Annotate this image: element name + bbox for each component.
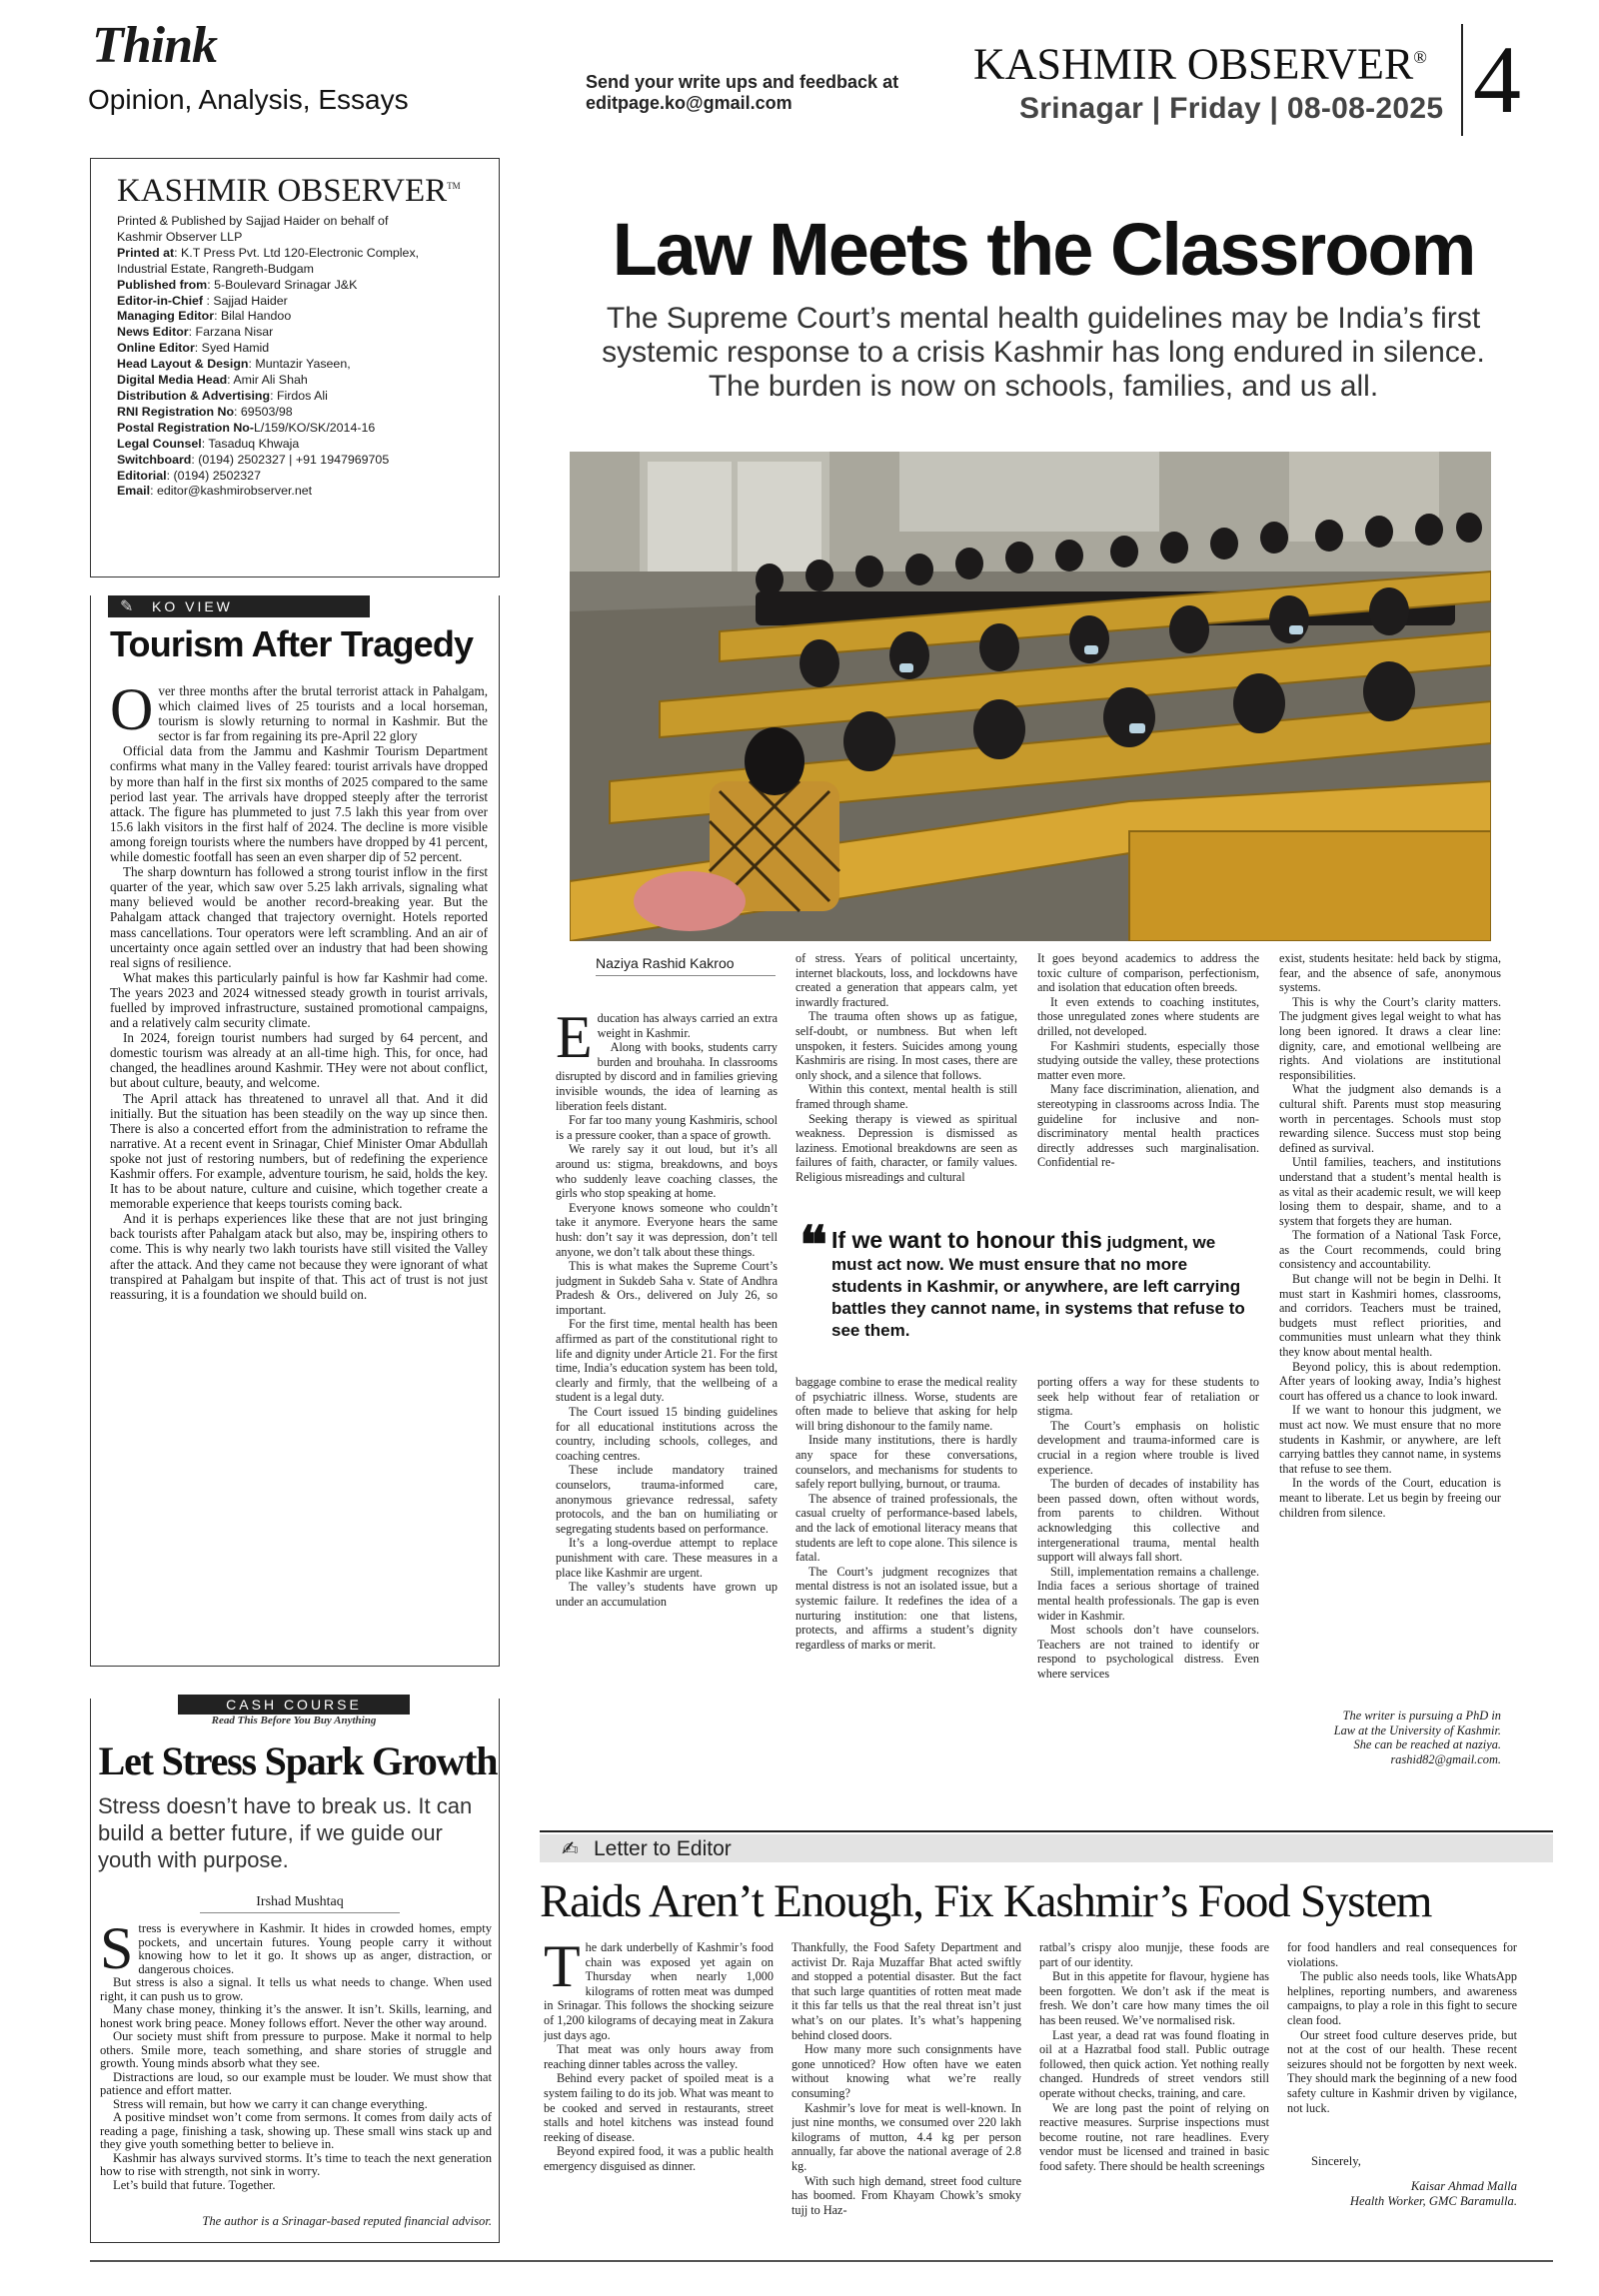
main-column-1 bbox=[556, 1011, 778, 1812]
paragraph: Seeking therapy is viewed as spiritual weakness. Depression is dismissed as laziness. Emotional breakdowns are seen as failures of faith, character, or family values. Religious misreadings and cultural bbox=[796, 1111, 1017, 1184]
paragraph: The sharp downturn has followed a strong tourist inflow in the first quarter of the year, which saw over 5.25 lakh arrivals, signaling what many believed would be another record-breaking year. But the Pahalgam attack changed that trajectory overnight. Hotels reported mass cancellations. Tour operators were left scrambling. And an air of uncertainty once again settled over an industry that had been showing real signs of resilience. bbox=[110, 864, 488, 970]
imprint-line: Managing Editor: Bilal Handoo bbox=[117, 309, 292, 324]
imprint-line: Printed & Published by Sajjad Haider on behalf of bbox=[117, 214, 389, 228]
letter-column-3 bbox=[1039, 1940, 1269, 2240]
paragraph: Beyond policy, this is about redemption. After years of looking away, India’s highest court has offered us a chance to look inward. bbox=[1279, 1359, 1501, 1403]
paragraph: That meat was only hours away from reaching dinner tables across the valley. bbox=[544, 2042, 774, 2071]
classroom-photo-image bbox=[570, 452, 1491, 941]
paragraph: The absence of trained professionals, the casual cruelty of performance-based labels, and the lack of emotional literacy means that students are left to cope alone. This silence is fatal. bbox=[796, 1491, 1017, 1565]
quote-icon: ❝ bbox=[800, 1218, 827, 1275]
paragraph: A positive mindset won’t come from sermons. It comes from daily acts of reading a page, finishing a task, showing up. These small wins stack up and they give youth something better to believe in. bbox=[100, 2110, 492, 2151]
paragraph: Our street food culture deserves pride, but not at the cost of our health. These recent seizures should not be forgotten by next week. They should mark the beginning of a new food safety culture in Kashmir driven by vigilance, not luck. bbox=[1287, 2027, 1517, 2115]
imprint-box bbox=[90, 158, 500, 577]
paragraph: But stress is also a signal. It tells us what needs to change. When used right, it can push us to grow. bbox=[100, 1975, 492, 2003]
imprint-line: Editorial: (0194) 2502327 bbox=[117, 468, 261, 483]
imprint-line: Postal Registration No-L/159/KO/SK/2014-16 bbox=[117, 420, 376, 435]
paragraph: Within this context, mental health is still framed through shame. bbox=[796, 1082, 1017, 1111]
main-column-2b bbox=[796, 1375, 1017, 1814]
paragraph: In the words of the Court, education is meant to liberate. Let us begin by freeing our children from silence. bbox=[1279, 1476, 1501, 1520]
pull-quote-rest: judgment, we must act now. We must ensure that no more students in Kashmir, or anywhere, are left carrying battles they cannot name, in systems that refuse to see them. bbox=[831, 1233, 1245, 1340]
letter-label: Letter to Editor bbox=[594, 1837, 732, 1860]
letter-column-2 bbox=[792, 1940, 1021, 2240]
paragraph: Stress will remain, but how we carry it can change everything. bbox=[113, 2096, 428, 2111]
paragraph: We rarely say it out loud, but it’s all around us: stigma, breakdowns, and boys who suddenly leave coaching classes, the girls who stop speaking at home. bbox=[556, 1142, 778, 1201]
paragraph: Official data from the Jammu and Kashmir Tourism Department confirms what many in the Valley feared: tourist arrivals have dropped by more than half in the first six months of 2025 compared to the same period last year. The arrivals have dropped steeply after the terrorist attack. The figure has plummeted to just 7.5 lakh this year from over 15.6 lakh visitors in the first half of 2024. The decline is more visible among foreign tourists where the numbers have dropped by 41 percent, while domestic footfall has seen an even sharper dip of 52 percent. bbox=[110, 743, 488, 865]
paragraph: Our society must shift from pressure to purpose. Make it normal to help others. Smile more, teach something, and share stories of struggle and growth. Young minds absorb what they see. bbox=[100, 2029, 492, 2070]
main-deck: The Supreme Court’s mental health guidelines may be India’s first systemic response to a crisis Kashmir has long endured in silence. The burden is now on schools, families, and us all. bbox=[602, 302, 1485, 403]
paragraph: It’s a long-overdue attempt to replace punishment with care. These measures in a place like Kashmir are urgent. bbox=[556, 1536, 778, 1580]
cash-course-label: CASH COURSE bbox=[178, 1695, 410, 1715]
paragraph: This is what makes the Supreme Court’s judgment in Sukdeb Saha v. State of Andhra Pradesh & Ors., delivered on July 26, so important. bbox=[556, 1259, 778, 1317]
paragraph: baggage combine to erase the medical reality of psychiatric illness. Worse, students are often made to believe that asking for help will bring dishonour to the family name. bbox=[796, 1375, 1017, 1433]
paragraph: Behind every packet of spoiled meat is a system failing to do its job. What was meant to be cooked and served in restaurants, street stalls and hotel kitchens was instead found reeking of disease. bbox=[544, 2071, 774, 2144]
paragraph: The public also needs tools, like WhatsApp helplines, reporting numbers, and awareness campaigns, to play a role in this fight to secure clean food. bbox=[1287, 1969, 1517, 2027]
letter-signature bbox=[1287, 2154, 1517, 2209]
imprint-line: Distribution & Advertising: Firdos Ali bbox=[117, 388, 328, 403]
imprint-line: RNI Registration No: 69503/98 bbox=[117, 404, 293, 419]
paragraph: Distractions are loud, so our example must be louder. We must show that patience and effort matter. bbox=[100, 2069, 492, 2097]
pull-quote-lead: If we want to honour this bbox=[831, 1227, 1102, 1253]
paragraph: The April attack has threatened to unravel all that. And it did initially. But the situation has been steadily on the way up since then. There is also a concerted effort from the administration to reframe the narrative. At a recent event in Srinagar, Chief Minister Omar Abdullah spoke not just of restoring numbers, but of redefining the experience Kashmir offers. For example, adventure tourism, he said, holds the key. It has to be about nature, culture and cuisine, which together create a memorable experience that keeps tourists coming back. bbox=[110, 1090, 488, 1212]
imprint-line: News Editor: Farzana Nisar bbox=[117, 325, 274, 340]
cash-course-byline: Irshad Mushtaq bbox=[200, 1894, 400, 1913]
section-subtitle: Opinion, Analysis, Essays bbox=[88, 84, 409, 115]
letter-column-1 bbox=[544, 1940, 774, 2240]
cash-course-title: Let Stress Spark Growth bbox=[98, 1738, 498, 1783]
masthead-text: KASHMIR OBSERVER bbox=[973, 39, 1414, 89]
paragraph: The formation of a National Task Force, as the Court recommends, could bring consistency and accountability. bbox=[1279, 1228, 1501, 1272]
registered-mark: ® bbox=[1413, 47, 1427, 67]
main-column-3 bbox=[1037, 951, 1259, 1221]
pen-icon: ✍ bbox=[562, 1838, 579, 1860]
imprint-line: Email: editor@kashmirobserver.net bbox=[117, 484, 313, 499]
byline-underline bbox=[596, 975, 776, 976]
paragraph: The Court issued 15 binding guidelines for all educational institutions across the country, including schools, colleges, and coaching centres. bbox=[556, 1405, 778, 1463]
paragraph: Along with books, students carry burden and brouhaha. In classrooms disrupted by discord and in families grieving invisible wounds, the idea of learning as liberation feels distant. bbox=[556, 1040, 778, 1113]
main-column-3b bbox=[1037, 1375, 1259, 1814]
paragraph: Last year, a dead rat was found floating in oil at a Hazratbal food stall. Public outrage followed, then quick action. Yet nothing really changed. Hundreds of street vendors still operate without checks, training, and care. bbox=[1039, 2027, 1269, 2100]
paragraph: Many face discrimination, alienation, and stereotyping in classrooms across India. The guideline for inclusive and non-discriminatory mental health practices directly addresses such marginalisation. Confidential re- bbox=[1037, 1082, 1259, 1170]
paragraph: It even extends to coaching institutes, those unregulated zones where students are drilled, not developed. bbox=[1037, 994, 1259, 1038]
pen-icon: ✎ bbox=[120, 598, 137, 615]
paragraph: For far too many young Kashmiris, school is a pressure cooker, than a space of growth. bbox=[556, 1113, 778, 1142]
paragraph: These include mandatory trained counselors, trauma-informed care, anonymous grievance redressal, safety protocols, and the ban on humiliating or segregating students based on performance. bbox=[556, 1463, 778, 1536]
paragraph: The trauma often shows up as fatigue, self-doubt, or numbness. But when left unspoken, it festers. Suicides among young Kashmiris are rising. In most cases, there are only shock, and a silence that follows. bbox=[796, 1009, 1017, 1082]
cash-course-author-note: The author is a Srinagar-based reputed financial advisor. bbox=[202, 2214, 492, 2228]
main-byline: Naziya Rashid Kakroo bbox=[596, 955, 735, 971]
imprint-line: Online Editor: Syed Hamid bbox=[117, 341, 270, 356]
imprint-line: Printed at: K.T Press Pvt. Ltd 120-Electronic Complex, bbox=[117, 245, 420, 260]
paragraph: In 2024, foreign tourist numbers had surged by 64 percent, and domestic tourism was already at an all-time high. This, for once, had changed, the headlines around Kashmir. THey were not about conflict, but about culture, beauty, and welcome. bbox=[110, 1030, 488, 1091]
paragraph: of stress. Years of political uncertainty, internet blackouts, loss, and lockdowns have created a generation that appears calm, yet inwardly fractured. bbox=[796, 951, 1017, 1009]
paragraph: And it is perhaps experiences like these that are not just bringing back tourists after Pahalgam atack but also, may be, inspiring others to come. This is why nearly two lakh tourists have still visited the Valley after the attack. And they came not because they were ignorant of what transpired at Pahalgam but inspite of that. This act of trust is not just reassuring, it is a foundation we should build on. bbox=[110, 1211, 488, 1302]
paragraph: ratbal’s crispy aloo munjje, these foods are part of our identity. bbox=[1039, 1940, 1269, 1969]
paragraph: Inside many institutions, there is hardly any space for these conversations, counselors, and mechanisms for students to safely report bullying, burnout, or trauma. bbox=[796, 1433, 1017, 1492]
main-author-note: The writer is pursuing a PhD in Law at the University of Kashmir. She can be reached at naziya. rashid82@gmail.com. bbox=[1333, 1709, 1501, 1766]
section-title: Think bbox=[92, 17, 218, 74]
paragraph: But change will not be begin in Delhi. It must start in Kashmiri homes, classrooms, and corridors. Teachers must be trained, budgets must reflect priorities, and communities must unlearn what they think they know about mental health. bbox=[1279, 1272, 1501, 1360]
paragraph: Let’s build that future. Together. bbox=[113, 2177, 276, 2192]
cash-course-deck: Stress doesn’t have to break us. It can build a better future, if we guide our youth with purpose. bbox=[98, 1793, 473, 1872]
paragraph: With such high demand, street food culture has boomed. From Khayam Chowk’s smoky tujj to Haz- bbox=[792, 2173, 1021, 2217]
paragraph: The Court’s judgment recognizes that mental distress is not an isolated issue, but a systemic failure. It redefines the idea of a nurturing institution: one that listens, protects, and affirms a student’s dignity regardless of marks or merit. bbox=[796, 1564, 1017, 1652]
page-number: 4 bbox=[1473, 26, 1521, 133]
letter-title: Raids Aren’t Enough, Fix Kashmir’s Food System bbox=[540, 1875, 1432, 1927]
imprint-logo: KASHMIR OBSERVER™ bbox=[117, 173, 461, 209]
imprint-line: Editor-in-Chief : Sajjad Haider bbox=[117, 293, 288, 308]
letter-signer: Kaisar Ahmad Malla bbox=[1410, 2179, 1517, 2193]
submission-note bbox=[586, 72, 898, 114]
imprint-line: Head Layout & Design: Muntazir Yaseen, bbox=[117, 357, 351, 372]
letter-top-rule bbox=[540, 1830, 1553, 1832]
letter-closing: Sincerely, bbox=[1311, 2154, 1361, 2168]
paragraph: How many more such consignments have gone unnoticed? How often have we eaten without knowing what we’re really consuming? bbox=[792, 2042, 1021, 2100]
ko-view-body bbox=[110, 683, 488, 1657]
imprint-line: Digital Media Head: Amir Ali Shah bbox=[117, 373, 308, 388]
cash-course-tagline: Read This Before You Buy Anything bbox=[211, 1715, 377, 1726]
imprint-line: Switchboard: (0194) 2502327 | +91 1947969705 bbox=[117, 452, 390, 467]
cash-course-body bbox=[100, 1922, 492, 2206]
main-column-4 bbox=[1279, 951, 1501, 1705]
paragraph: The burden of decades of instability has been passed down, often without words, from parents to children. Without acknowledging this collective and intergenerational trauma, mental health support will always fall short. bbox=[1037, 1477, 1259, 1565]
paragraph: What the judgment also demands is a cultural shift. Parents must stop measuring worth in percentages. Schools must stop rewarding silence. Success must stop being defined as survival. bbox=[1279, 1082, 1501, 1155]
paragraph: exist, students hesitate: held back by stigma, fear, and the absence of safe, anonymous systems. bbox=[1279, 951, 1501, 995]
paragraph: Beyond expired food, it was a public health emergency disguised as dinner. bbox=[544, 2144, 774, 2173]
paragraph: for food handlers and real consequences for violations. bbox=[1287, 1940, 1517, 1969]
paragraph: But in this appetite for flavour, hygiene has been forgotten. We don’t ask if the meat is fresh. We don’t care how many times the oil has been reused. We’ve normalised risk. bbox=[1039, 1969, 1269, 2027]
paragraph: Kashmir has always survived storms. It’s time to teach the next generation how to rise with strength, not sink in worry. bbox=[100, 2150, 492, 2178]
paragraph: The Court’s emphasis on holistic development and trauma-informed care is crucial in a region where trouble is lived experience. bbox=[1037, 1418, 1259, 1477]
letter-label-bar bbox=[540, 1834, 1553, 1862]
paragraph: We are long past the point of relying on reactive measures. Surprise inspections must become routine, not rare headlines. Every vendor must be licensed and trained in basic food safety. There should be health screenings bbox=[1039, 2100, 1269, 2173]
header-divider bbox=[1461, 24, 1463, 136]
imprint-line: Kashmir Observer LLP bbox=[117, 229, 243, 244]
masthead bbox=[973, 34, 1427, 88]
page-bottom-rule bbox=[90, 2260, 1553, 2262]
paragraph: Still, implementation remains a challenge. India faces a serious shortage of trained mental health professionals. The gap is even wider in Kashmir. bbox=[1037, 1564, 1259, 1623]
classroom-photo bbox=[570, 452, 1491, 941]
pull-quote bbox=[800, 1218, 1257, 1342]
letter-signer-role: Health Worker, GMC Baramulla. bbox=[1349, 2194, 1517, 2208]
paragraph: Education has always carried an extra weight in Kashmir. bbox=[556, 1011, 778, 1070]
paragraph: The valley’s students have grown up under an accumulation bbox=[556, 1580, 778, 1609]
paragraph: Thankfully, the Food Safety Department and activist Dr. Raja Muzaffar Bhat acted swiftly and stopped a potential disaster. But the fact that such large quantities of rotten meat made it this far tells us that the real threat isn’t just what’s on our plates. It’s what’s happening behind closed doors. bbox=[792, 1940, 1021, 2042]
paragraph: Many chase money, thinking it’s the answer. It isn’t. Skills, learning, and honest work bring peace. Money follows effort. Never the other way around. bbox=[100, 2002, 492, 2030]
ko-view-title: Tourism After Tragedy bbox=[110, 623, 474, 664]
paragraph: porting offers a way for these students to seek help without fear of retaliation or stigma. bbox=[1037, 1375, 1259, 1419]
main-column-2 bbox=[796, 951, 1017, 1221]
submission-email[interactable]: editpage.ko@gmail.com bbox=[586, 93, 793, 113]
paragraph: Over three months after the brutal terrorist attack in Pahalgam, which claimed lives of 25 tourists and a local horseman, tourism is slowly returning to normal in Kashmir. But the sector is far from regaining its pre-April 22 glory bbox=[110, 683, 488, 744]
paragraph: Everyone knows someone who couldn’t take it anymore. Everyone hears the same hush: don’t say it was depression, don’t tell anyone, we don’t talk about these things. bbox=[556, 1200, 778, 1259]
imprint-line: Legal Counsel: Tasaduq Khwaja bbox=[117, 436, 300, 451]
main-headline: Law Meets the Classroom bbox=[612, 208, 1475, 291]
paragraph: If we want to honour this judgment, we must act now. We must ensure that no more students in Kashmir, or anywhere, are left carrying battles they cannot name, in systems that refuse to see them. bbox=[1279, 1403, 1501, 1476]
letter-column-4 bbox=[1287, 1940, 1517, 2150]
paragraph: This is why the Court’s clarity matters. The judgment gives legal weight to what has long been ignored. It draws a clear line: dignity, care, and emotional wellbeing are rights. And violations are institutional responsibilities. bbox=[1279, 994, 1501, 1082]
imprint-line: Published from: 5-Boulevard Srinagar J&K bbox=[117, 277, 358, 292]
submission-note-text: Send your write ups and feedback at bbox=[586, 72, 899, 92]
paragraph: Stress is everywhere in Kashmir. It hides in crowded homes, empty pockets, and uncertain futures. Young people carry it without knowing how to let it go. It shows up as anger, distraction, or dangerous choices. bbox=[100, 1922, 492, 1981]
paragraph: Until families, teachers, and institutions understand that a student’s mental health is as vital as their academic result, we will keep losing them to despair, shame, and to a system that forgets they are human. bbox=[1279, 1155, 1501, 1228]
paragraph: What makes this particularly painful is how far Kashmir had come. The years 2023 and 2024 witnessed steady growth in tourist arrivals, fuelled by improved infrastructure, sustained promotional campaigns, and a relatively calm security climate. bbox=[110, 969, 488, 1031]
paragraph: For the first time, mental health has been affirmed as part of the constitutional right to life and dignity under Article 21. For the first time, India’s education system has been told, clearly and firmly, that the wellbeing of a student is a legal duty. bbox=[556, 1317, 778, 1405]
paragraph: Kashmir’s love for meat is well-known. In just nine months, we consumed over 220 lakh kilograms of mutton, 4.4 kg per person annually, far above the national average of 2.8 kg. bbox=[792, 2100, 1021, 2173]
paragraph: The dark underbelly of Kashmir’s food chain was exposed yet again on Thursday when nearly 1,000 kilograms of rotten meat was dumped in Srinagar. This follows the shocking seizure of 1,200 kilograms of decaying meat in Zakura just days ago. bbox=[544, 1940, 774, 2042]
paragraph: For Kashmiri students, especially those studying outside the valley, these protections matter even more. bbox=[1037, 1038, 1259, 1082]
paragraph: Most schools don’t have counselors. Teachers are not trained to identify or respond to psychological distress. Even where services bbox=[1037, 1623, 1259, 1681]
paragraph: It goes beyond academics to address the toxic culture of comparison, perfectionism, and isolation that education often breeds. bbox=[1037, 951, 1259, 995]
dateline: Srinagar | Friday | 08-08-2025 bbox=[1019, 92, 1444, 125]
ko-view-label: ✎ KO VIEW bbox=[108, 595, 370, 617]
imprint-line: Industrial Estate, Rangreth-Budgam bbox=[117, 261, 314, 276]
